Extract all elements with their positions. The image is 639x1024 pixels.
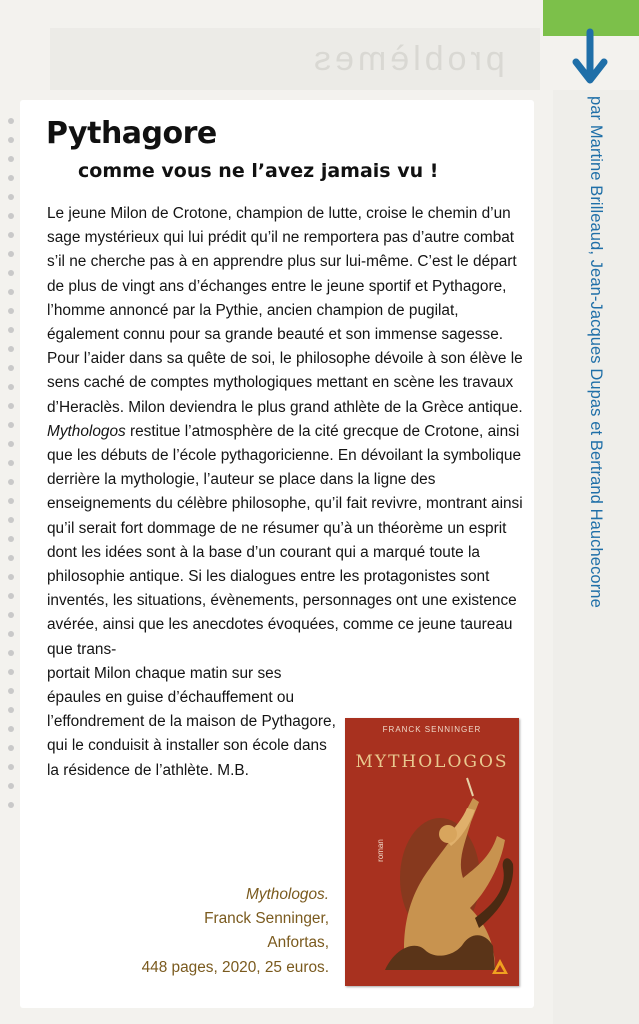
article-subtitle: comme vous ne l’avez jamais vu !: [78, 160, 439, 182]
book-credit: [142, 883, 329, 980]
article-title: Pythagore: [46, 116, 217, 151]
background-header-text: problèmes: [310, 40, 505, 78]
credit-book-title: Mythologos.: [246, 886, 329, 903]
cover-author: FRANCK SENNINGER: [382, 725, 482, 734]
paragraph-2: [47, 420, 530, 662]
credit-author: Franck Senninger,: [204, 910, 329, 928]
spiral-binding-dots: [6, 118, 18, 821]
paragraph-2-text: restitue l’atmosphère de la cité grecque de Crotone, ainsi que les débuts de l’école pythagoricienne. En dévoilant la symbolique derrière la mythologie, l’auteur se place dans la ligne des enseignements du célèbre philosophe, qu’il fait revivre, montrant ainsi qu’il serait fort dommage de ne résumer qu’à un théorème un esprit dont les idées sont à la base d’un courant qui a marqué toute la philosophie antique. Si les dialogues entre les protagonistes sont inventés, les situations, évènements, personnages ont une existence avérée, ainsi que les anecdotes évoquées, comme ce jeune taureau que trans-: [47, 422, 523, 658]
cover-genre: roman: [375, 839, 385, 862]
paragraph-2-continued: portait Milon chaque matin sur ses épaules en guise d’échauffement ou l’effondrement de la maison de Pythagore, qui le conduisit à installer son école dans la résidence de l’athlète. M.B.: [47, 664, 336, 779]
down-arrow-icon: [570, 28, 610, 90]
book-cover-image: [345, 718, 519, 986]
book-title-inline: Mythologos: [47, 422, 126, 440]
author-byline: par Martine Brilleaud, Jean-Jacques Dupas et Bertrand Hauchecorne: [587, 96, 605, 608]
credit-details: 448 pages, 2020, 25 euros.: [141, 958, 329, 976]
paragraph-1: Le jeune Milon de Crotone, champion de lutte, croise le chemin d’un sage mystérieux qui lui prédit qu’il ne remportera pas d’autre combat s’il ne cherche pas à en apprendre plus sur lui-même. C’est le départ de plus de vingt ans d’échanges entre le jeune sportif et Pythagore, l’homme annoncé par la Pythie, ancien champion de pugilat, également connu pour sa grande beauté et son immense sagesse. Pour l’aider dans sa quête de soi, le philosophe dévoile à son élève le sens caché de comptes mythologiques mettant en scène les travaux d’Heraclès. Milon deviendra le plus grand athlète de la Grèce antique.: [47, 205, 523, 416]
publisher-logo-icon: [491, 958, 509, 976]
article-body: [47, 202, 530, 783]
cover-title: MYTHOLOGOS: [355, 752, 509, 772]
credit-publisher: Anfortas,: [267, 934, 329, 952]
